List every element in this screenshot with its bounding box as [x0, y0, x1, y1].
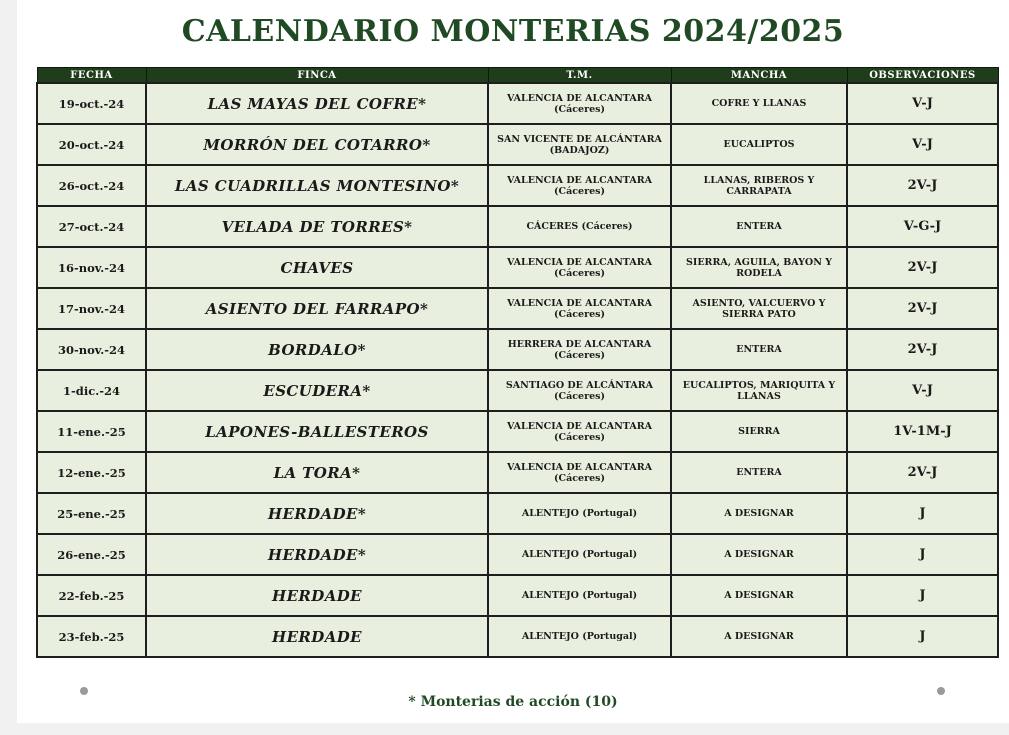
fecha-cell: 1-dic.-24 [37, 370, 146, 411]
table-row [37, 575, 998, 616]
finca-cell: HERDADE* [146, 534, 488, 575]
table-row [37, 206, 998, 247]
table-row [37, 493, 998, 534]
fecha-cell: 11-ene.-25 [37, 411, 146, 452]
finca-cell: LAS CUADRILLAS MONTESINO* [146, 165, 488, 206]
finca-cell: LA TORA* [146, 452, 488, 493]
fecha-cell: 22-feb.-25 [37, 575, 146, 616]
fecha-cell: 27-oct.-24 [37, 206, 146, 247]
observaciones-cell: J [847, 534, 998, 575]
tm-cell: ALENTEJO (Portugal) [488, 534, 671, 575]
bullet-dot-left [80, 687, 88, 695]
finca-cell: HERDADE* [146, 493, 488, 534]
finca-cell: ESCUDERA* [146, 370, 488, 411]
header-mancha: MANCHA [671, 68, 847, 84]
table-row [37, 534, 998, 575]
mancha-cell: LLANAS, RIBEROS Y CARRAPATA [671, 165, 847, 206]
fecha-cell: 16-nov.-24 [37, 247, 146, 288]
table-row [37, 288, 998, 329]
table-row [37, 411, 998, 452]
table-row [37, 124, 998, 165]
calendar-table [36, 67, 999, 658]
finca-cell: VELADA DE TORRES* [146, 206, 488, 247]
fecha-cell: 23-feb.-25 [37, 616, 146, 657]
observaciones-cell: 2V-J [847, 452, 998, 493]
tm-cell: VALENCIA DE ALCANTARA (Cáceres) [488, 165, 671, 206]
table-row [37, 616, 998, 657]
observaciones-cell: 2V-J [847, 247, 998, 288]
tm-cell: VALENCIA DE ALCANTARA (Cáceres) [488, 83, 671, 124]
mancha-cell: ASIENTO, VALCUERVO Y SIERRA PATO [671, 288, 847, 329]
tm-cell: CÁCERES (Cáceres) [488, 206, 671, 247]
mancha-cell: A DESIGNAR [671, 534, 847, 575]
table-row [37, 165, 998, 206]
table-row [37, 247, 998, 288]
finca-cell: ASIENTO DEL FARRAPO* [146, 288, 488, 329]
mancha-cell: A DESIGNAR [671, 575, 847, 616]
mancha-cell: SIERRA, AGUILA, BAYON Y RODELA [671, 247, 847, 288]
mancha-cell: ENTERA [671, 206, 847, 247]
observaciones-cell: 2V-J [847, 165, 998, 206]
fecha-cell: 26-ene.-25 [37, 534, 146, 575]
fecha-cell: 12-ene.-25 [37, 452, 146, 493]
fecha-cell: 26-oct.-24 [37, 165, 146, 206]
observaciones-cell: V-J [847, 124, 998, 165]
tm-cell: ALENTEJO (Portugal) [488, 616, 671, 657]
finca-cell: CHAVES [146, 247, 488, 288]
tm-cell: ALENTEJO (Portugal) [488, 575, 671, 616]
observaciones-cell: J [847, 493, 998, 534]
table-row [37, 452, 998, 493]
mancha-cell: SIERRA [671, 411, 847, 452]
tm-cell: VALENCIA DE ALCANTARA (Cáceres) [488, 411, 671, 452]
fecha-cell: 20-oct.-24 [37, 124, 146, 165]
observaciones-cell: V-G-J [847, 206, 998, 247]
finca-cell: LAS MAYAS DEL COFRE* [146, 83, 488, 124]
fecha-cell: 17-nov.-24 [37, 288, 146, 329]
tm-cell: SAN VICENTE DE ALCÁNTARA (BADAJOZ) [488, 124, 671, 165]
observaciones-cell: J [847, 575, 998, 616]
footnote: * Monterias de acción (10) [408, 694, 618, 710]
document-page [17, 0, 1009, 723]
mancha-cell: EUCALIPTOS, MARIQUITA Y LLANAS [671, 370, 847, 411]
mancha-cell: EUCALIPTOS [671, 124, 847, 165]
tm-cell: ALENTEJO (Portugal) [488, 493, 671, 534]
finca-cell: LAPONES-BALLESTEROS [146, 411, 488, 452]
mancha-cell: ENTERA [671, 452, 847, 493]
mancha-cell: ENTERA [671, 329, 847, 370]
tm-cell: VALENCIA DE ALCANTARA (Cáceres) [488, 247, 671, 288]
fecha-cell: 30-nov.-24 [37, 329, 146, 370]
table-header-row [37, 68, 998, 84]
table-row [37, 329, 998, 370]
observaciones-cell: 1V-1M-J [847, 411, 998, 452]
table-row [37, 370, 998, 411]
finca-cell: MORRÓN DEL COTARRO* [146, 124, 488, 165]
tm-cell: VALENCIA DE ALCANTARA (Cáceres) [488, 288, 671, 329]
fecha-cell: 19-oct.-24 [37, 83, 146, 124]
mancha-cell: A DESIGNAR [671, 493, 847, 534]
observaciones-cell: V-J [847, 83, 998, 124]
header-tm: T.M. [488, 68, 671, 84]
finca-cell: HERDADE [146, 616, 488, 657]
mancha-cell: COFRE Y LLANAS [671, 83, 847, 124]
finca-cell: HERDADE [146, 575, 488, 616]
tm-cell: HERRERA DE ALCANTARA (Cáceres) [488, 329, 671, 370]
observaciones-cell: 2V-J [847, 288, 998, 329]
observaciones-cell: J [847, 616, 998, 657]
finca-cell: BORDALO* [146, 329, 488, 370]
observaciones-cell: 2V-J [847, 329, 998, 370]
fecha-cell: 25-ene.-25 [37, 493, 146, 534]
tm-cell: SANTIAGO DE ALCÁNTARA (Cáceres) [488, 370, 671, 411]
table-row [37, 83, 998, 124]
observaciones-cell: V-J [847, 370, 998, 411]
page-title: CALENDARIO MONTERIAS 2024/2025 [181, 14, 845, 49]
mancha-cell: A DESIGNAR [671, 616, 847, 657]
bullet-dot-right [937, 687, 945, 695]
header-observaciones: OBSERVACIONES [847, 68, 998, 84]
header-fecha: FECHA [37, 68, 146, 84]
header-finca: FINCA [146, 68, 488, 84]
tm-cell: VALENCIA DE ALCANTARA (Cáceres) [488, 452, 671, 493]
